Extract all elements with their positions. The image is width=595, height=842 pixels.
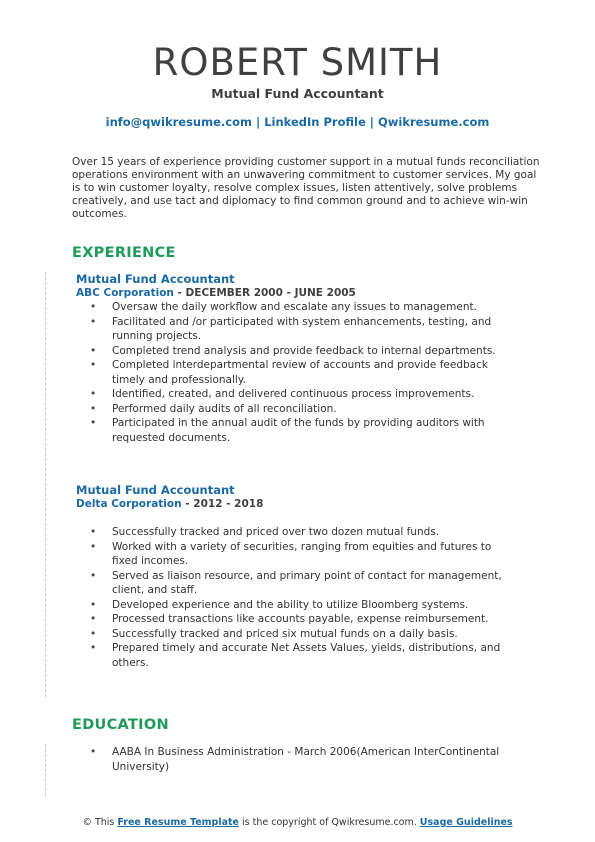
- job-dates: - 2012 - 2018: [181, 498, 264, 510]
- job-company-line: [76, 286, 536, 300]
- job-company-line: [76, 497, 536, 511]
- list-item: • Developed experience and the ability to utilize Bloomberg systems.: [76, 598, 504, 613]
- list-item: • Successfully tracked and priced over two dozen mutual funds.: [76, 525, 504, 540]
- list-item: • Processed transactions like accounts payable, expense reimbursement.: [76, 612, 504, 627]
- job-role: Mutual Fund Accountant: [76, 483, 235, 497]
- summary-paragraph: Over 15 years of experience providing customer support in a mutual funds reconciliation operations environment with an unwavering commitment to customer services. My goal is to win customer loyalty, resolve complex issues, listen attentively, solve problems creatively, and use tact and diplomacy to find common ground and to achieve win-win outcomes.: [72, 156, 540, 220]
- list-item: • AABA In Business Administration - March 2006(American InterContinental University): [76, 745, 504, 774]
- usage-guidelines-link[interactable]: Usage Guidelines: [419, 817, 513, 828]
- contact-separator: |: [365, 115, 378, 129]
- job-bullet-list: [76, 525, 536, 670]
- contact-separator: |: [251, 115, 265, 129]
- job-bullet-list: [76, 300, 536, 445]
- experience-heading: EXPERIENCE: [72, 245, 176, 261]
- education-list: [76, 745, 536, 774]
- job-role: Mutual Fund Accountant: [76, 272, 235, 286]
- job-company: Delta Corporation: [76, 498, 182, 510]
- website-link[interactable]: Qwikresume.com: [378, 115, 490, 129]
- footer-copyright: is the copyright of Qwikresume.com.: [239, 817, 420, 828]
- linkedin-link[interactable]: LinkedIn Profile: [264, 115, 366, 129]
- email-link[interactable]: info@qwikresume.com: [105, 115, 252, 129]
- education-entry: [76, 745, 536, 774]
- list-item: • Prepared timely and accurate Net Assets Values, yields, distributions, and others.: [76, 641, 504, 670]
- experience-entry: [76, 272, 536, 445]
- job-dates: - DECEMBER 2000 - JUNE 2005: [173, 287, 356, 299]
- job-company: ABC Corporation: [76, 287, 174, 299]
- experience-entry: [76, 483, 536, 670]
- list-item: • Worked with a variety of securities, ranging from equities and futures to fixed incomes.: [76, 540, 504, 569]
- resume-name: ROBERT SMITH: [152, 41, 443, 84]
- list-item: • Completed interdepartmental review of accounts and provide feedback timely and professionally.: [76, 358, 504, 387]
- list-item: • Facilitated and /or participated with system enhancements, testing, and running projects.: [76, 315, 504, 344]
- list-item: • Performed daily audits of all reconciliation.: [76, 402, 504, 417]
- list-item: • Completed trend analysis and provide feedback to internal departments.: [76, 344, 504, 359]
- footer-prefix: © This: [82, 817, 118, 828]
- list-item: • Participated in the annual audit of the funds by providing auditors with requested documents.: [76, 416, 504, 445]
- education-heading: EDUCATION: [72, 717, 169, 733]
- education-divider: [45, 744, 46, 796]
- footer: [0, 817, 595, 828]
- free-resume-template-link[interactable]: Free Resume Template: [117, 817, 239, 828]
- list-item: • Served as liaison resource, and primary point of contact for management, client, and staff.: [76, 569, 504, 598]
- list-item: • Identified, created, and delivered continuous process improvements.: [76, 387, 504, 402]
- resume-job-title: Mutual Fund Accountant: [211, 86, 384, 101]
- list-item: • Successfully tracked and priced six mutual funds on a daily basis.: [76, 627, 504, 642]
- experience-divider: [45, 272, 46, 697]
- list-item: • Oversaw the daily workflow and escalate any issues to management.: [76, 300, 504, 315]
- contact-line: [0, 115, 595, 129]
